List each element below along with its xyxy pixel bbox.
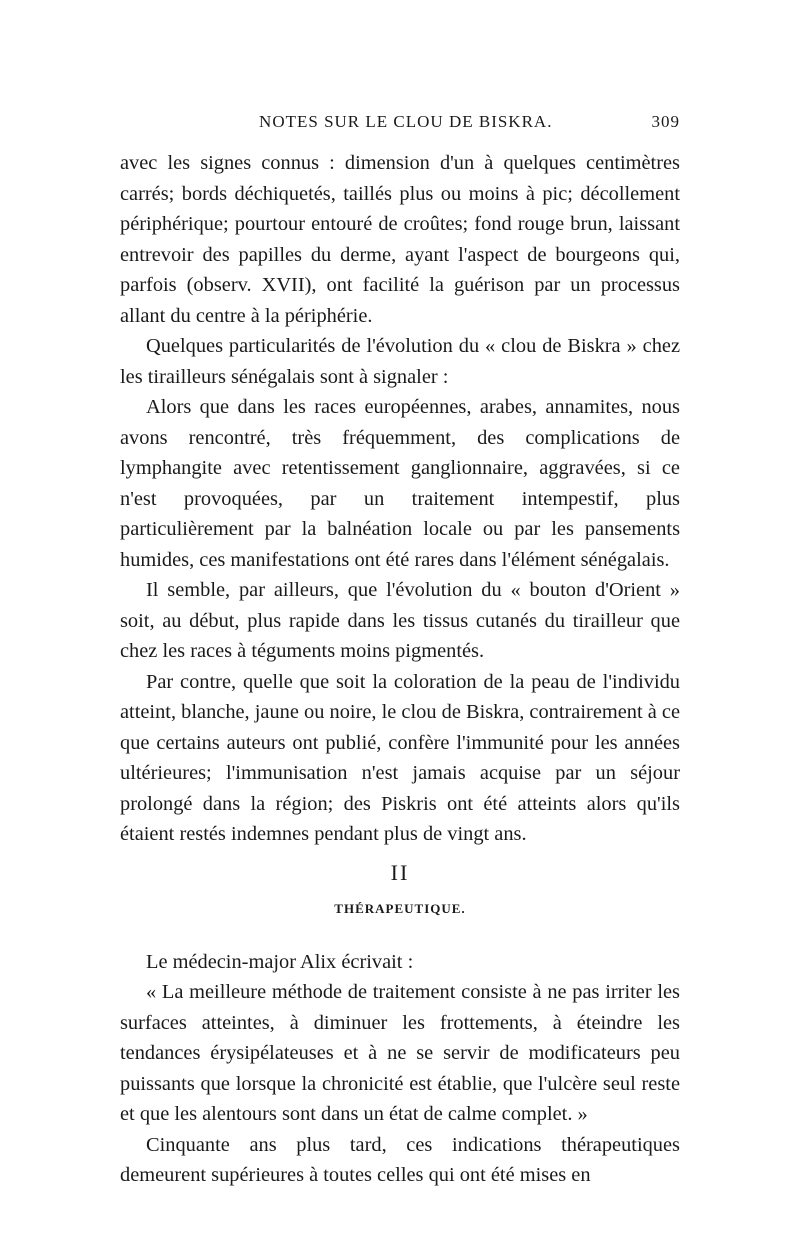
body-text [120,148,680,1191]
section-number: II [390,859,410,885]
paragraph: Alors que dans les races européennes, arabes, annamites, nous avons rencontré, très fréquemment, des complications de lymphangite avec retentissement ganglionnaire, aggravées, si ce n'est provoquées, par un traitement intempestif, plus particulièrement par la balnéation locale ou par les pansements humides, ces manifestations ont été rares dans l'élément sénégalais. [120,396,680,571]
paragraph: Quelques particularités de l'évolution du « clou de Biskra » chez les tirailleurs sénégalais sont à signaler : [120,335,680,388]
running-head-title: NOTES SUR LE CLOU DE BISKRA. [259,112,553,131]
running-head [120,112,680,132]
paragraph: Cinquante ans plus tard, ces indications thérapeutiques demeurent supérieures à toutes celles qui ont été mises en [120,1133,680,1186]
paragraph: Le médecin-major Alix écrivait : [146,950,414,973]
quotation-paragraph: « La meilleure méthode de traitement consiste à ne pas irriter les surfaces atteintes, à diminuer les frottements, à éteindre les tendances érysipélateuses et à ne se servir de modificateurs peu puissants que lorsque la chronicité est établie, que l'ulcère seul reste et que les alentours sont dans un état de calme complet. » [120,981,680,1125]
paragraph-continued: avec les signes connus : dimension d'un à quelques centimètres carrés; bords déchiquetés, taillés plus ou moins à pic; décollement périphérique; pourtour entouré de croûtes; fond rouge brun, laissant entrevoir des papilles du derme, ayant l'aspect de bourgeons qui, parfois (observ. XVII), ont facilité la guérison par un processus allant du centre à la périphérie. [120,152,680,327]
paragraph: Par contre, quelle que soit la coloration de la peau de l'individu atteint, blanche, jaune ou noire, le clou de Biskra, contrairement à ce que certains auteurs ont publié, confère l'immunité pour les années ultérieures; l'immunisation n'est jamais acquise par un séjour prolongé dans la région; des Piskris ont été atteints alors qu'ils étaient restés indemnes pendant plus de vingt ans. [120,670,680,845]
paragraph: Il semble, par ailleurs, que l'évolution du « bouton d'Orient » soit, au début, plus rapide dans les tissus cutanés du tirailleur que chez les races à téguments moins pigmentés. [120,579,680,662]
section-title: THÉRAPEUTIQUE. [334,901,466,916]
book-page [120,112,680,1191]
page-number: 309 [651,112,680,131]
